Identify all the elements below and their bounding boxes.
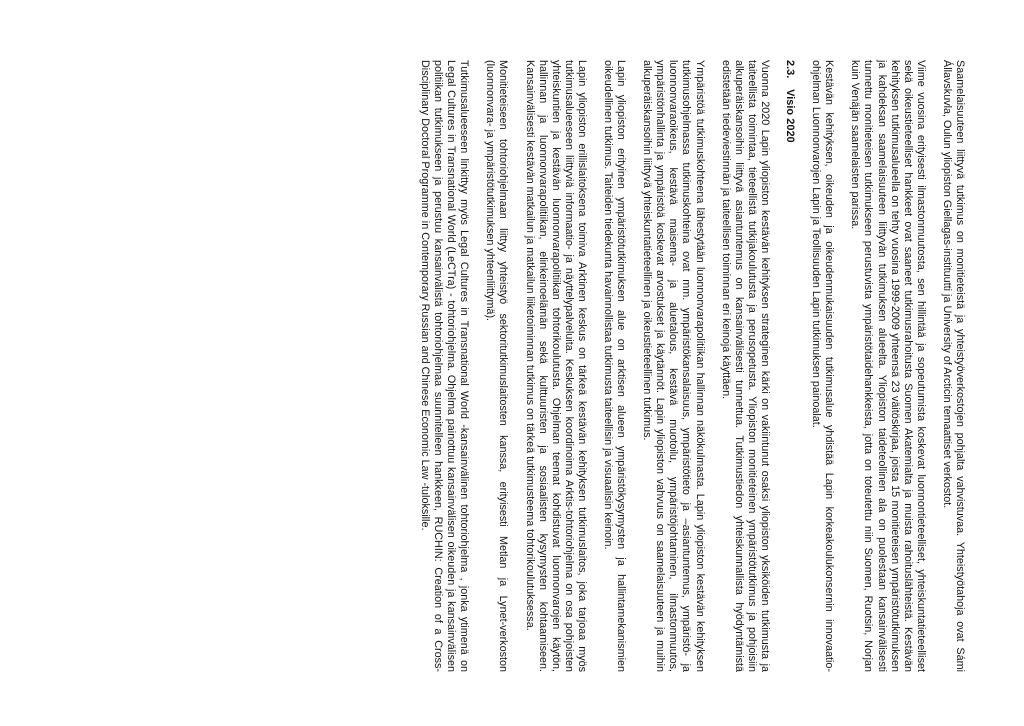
section-number: 2.3.: [784, 60, 797, 79]
paragraph-arktinen-alue: Lapin yliopiston erityinen ympäristötutkimuksen alue on arktisen alueen ympäristökysymysten ja hallintamekanismien oikeudellinen tutkimus. Taiteiden tiedekunta havainnollistaa tutkimusta taiteellisin ja visuaalisin keinoin.: [602, 60, 628, 672]
paragraph-vuonna-2020: Vuonna 2020 Lapin yliopiston kestävän kehityksen strateginen kärki on vakiintunut osaksi yliopiston yksiköiden tutkimusta ja taiteellista toimintaa, tieteellistä tutkijakoulutusta ja perusopetusta. Yliopiston monitieteinen ympäristötutkimus ja pohjoisiin alkuperäiskansoihin liittyvä asiantuntemus on kansainvälisesti tunnettua. Tutkimustiedon yhteiskunnallista hyödyntämistä edistetään tiedeviestinnän ja taiteellisen toiminnan eri keinoja käyttäen.: [719, 60, 771, 672]
paragraph-arktinen-keskus: Lapin yliopiston erillislaitoksena toimiva Arktinen keskus on tärkeä kestävän kehityksen tutkimuslaitos, joka tarjoaa myös tutkimusalueeseen liittyviä informaatio- ja näyttelypalveluita. Keskuksen koordinoima Arktis-tohtoriohjelma on osa pohjoisten yhteiskuntien ja kestävän luonnonvarapolitiikan tohtorikoulutusta. Ohjelman teemat kohdistuvat luonnonvarojen käytön, hallinnan ja luonnonvarapolitiikan, elinkeinoelämän sekä kulttuuristen ja sosiaalisten kysymysten kohtaamiseen. Kansainvälisesti kestävän matkailun ja matkailun liiketoiminnan tutkimus on tärkeä tutkimusteema tohtorikoulutuksessa.: [523, 60, 588, 672]
paragraph-ymparisto: Ympäristöä tutkimuskohteena lähestytään luonnonvarapolitiikan hallinnan näkökulmasta. Lapin yliopiston kestävän kehityksen tutkimusohjelmassa tutkimuskohteina ovat mm. ympäristökansalaisuus, ympäristötieto ja –asiantuntemus, ympäristö- ja luonnonvaraoikeus, kestävä maisema- ja aluetalous, kestävä muotoilu, ympäristöjohtaminen, ilmastonmuutos, ympäristönhallinta ja ympäristöä koskevat arvostukset ja käytännöt. Lapin yliopiston vahvuus on saamelaisuuteen ja muihin alkuperäiskansoihin liittyvä yhteiskuntatieteellinen ja oikeustieteellinen tutkimus.: [641, 60, 706, 672]
paragraph-tohtoriohjelma: Monitieteiseen tohtoriohjelmaan liittyy yhteistyö sektoritutkimuslaitosten kanssa, erityisesti Metlan ja Lynet-verkoston (luonnonvara- ja ympäristötutkimuksen yhteenliittymä).: [484, 60, 510, 672]
section-title: Visio 2020: [784, 89, 797, 143]
paragraph-ilmastonmuutos: Viime vuosina erityisesti ilmastonmuutosta, sen hillintää ja sopeutumista koskevat luonnontieteelliset, yhteiskuntatieteelliset sekä oikeustieteelliset hankkeet ovat saaneet tutkimusrahoitusta Suomen Akatemialta ja muista rahoituslähteistä. Kestävän kehityksen tutkimusalueella on tehty vuosina 1999-2009 yhteensä 23 väitöskirjaa, joista 15 monitieteisen ympäristötutkimuksen ja kahdeksan saamelaisuuteen liittyvän tutkimuksen alueelta. Yliopiston taideteollinen ala on puolestaan kansainvälisesti tunnettu monitieteisen tutkimukseen perustuvista ympäristötaidehankkeista, jotta on toteutettu niin Suomen, Ruotsin, Norjan kuin Venäjän saamelaisten parissa.: [849, 60, 927, 672]
paragraph-legal-cultures: Tutkimusalueeseen linkittyy myös Legal Cultures in Transnational World -kansainvälinen tohtoriohjelma , jonka ytimenä on Legal Cultures in Transnational World (LeCTra) - tohtoriohjelma. Ohjelma painottuu kansainvälisen oikeuden ja kansainvälisen politiikan tutkimukseen ja perustuu kansainvälistä tohtoriohjelmaa suunnitelleen hankkeen, RUCHIN: Creation of a Cross-Disciplinary Doctoral Programme in Contemporary Russian and Chinese Economic Law -tuloksille.: [419, 60, 471, 672]
document-body: [405, 60, 966, 672]
section-heading: [783, 60, 796, 672]
paragraph-saamelaisuus: Saamelaisuuteen liittyvä tutkimus on monitieteistä ja yhteistyöverkostojen pohjalta vahvistuvaa. Yhteistyötahoja ovat Sámi Állavskuvla, Oulun yliopiston Giellagas-instituutti ja University of Arcticin temaattiset verkostot.: [940, 60, 966, 672]
paragraph-painoalat: Kestävän kehityksen, oikeuden ja oikeudenmukaisuuden tutkimusalue yhdistää Lapin korkeakoulukonsernin innovaatio-ohjelman Luonnonvarojen Lapin ja Teollisuuden Lapin tutkimuksen painoalat.: [810, 60, 836, 672]
